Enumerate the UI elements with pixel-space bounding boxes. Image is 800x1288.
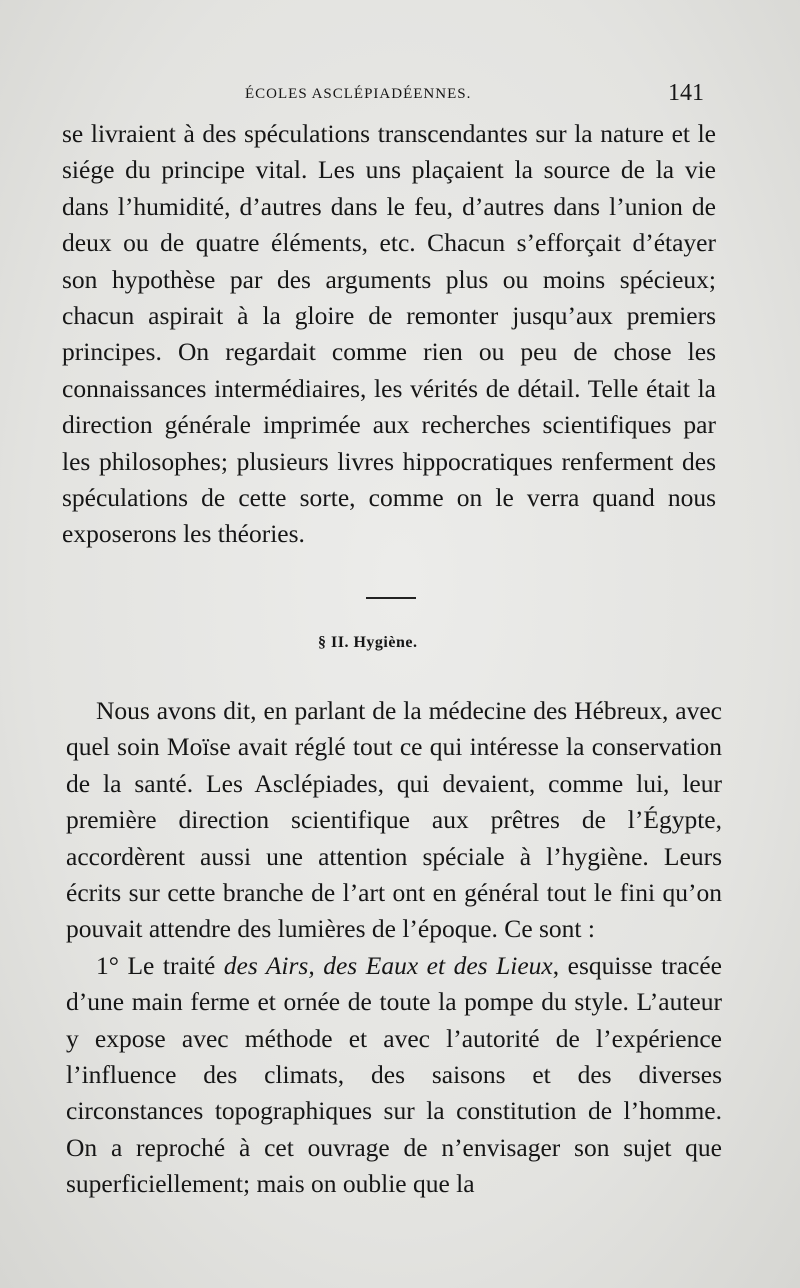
section-heading: § II. Hygiène. [318,634,418,651]
treatise-description: , esquisse tracée d’une main ferme et ornée de toute la pompe du style. L’auteur y expose avec méthode et avec l’autorité de l’expérience l’influence des climats, des saisons et des diverses circonstances topographiques sur la constitution de l’homme. On a reproché à cet ouvrage de n’envisager son sujet que superficiellement; mais on oublie que la [66,950,722,1199]
body-text-bottom [66,693,722,1203]
paragraph-hygiene-intro: Nous avons dit, en parlant de la médecine des Hébreux, avec quel soin Moïse avait réglé tout ce qui intéresse la conservation de la santé. Les Asclépiades, qui devaient, comme lui, leur première direction scientifique aux prêtres de l’Égypte, accordèrent aussi une attention spéciale à l’hygiène. Leurs écrits sur cette branche de l’art ont en général tout le fini qu’on pouvait attendre des lumières de l’époque. Ce sont : [66,696,722,944]
paragraph-continued: se livraient à des spéculations transcendantes sur la nature et le siége du principe vital. Les uns plaçaient la source de la vie dans l’humidité, d’autres dans le feu, d’autres dans l’union de deux ou de quatre éléments, etc. Chacun s’efforçait d’étayer son hypothèse par des arguments plus ou moins spécieux; chacun aspirait à la gloire de remonter jusqu’aux premiers principes. On regardait comme rien ou peu de chose les connaissances intermédiaires, les vérités de détail. Telle était la direction générale imprimée aux recherches scientifiques par les philosophes; plusieurs livres hippocratiques renferment des spéculations de cette sorte, comme on le verra quand nous exposerons les théories. [62,119,716,549]
running-head: ÉCOLES ASCLÉPIADÉENNES. [245,86,472,102]
page-number: 141 [668,80,704,106]
paragraph-treatise-airs [66,948,722,1203]
body-text-top [62,116,716,553]
treatise-lead: 1° Le traité [96,950,224,980]
treatise-title: des Airs, des Eaux et des Lieux [223,950,553,980]
section-divider-rule [366,597,416,599]
